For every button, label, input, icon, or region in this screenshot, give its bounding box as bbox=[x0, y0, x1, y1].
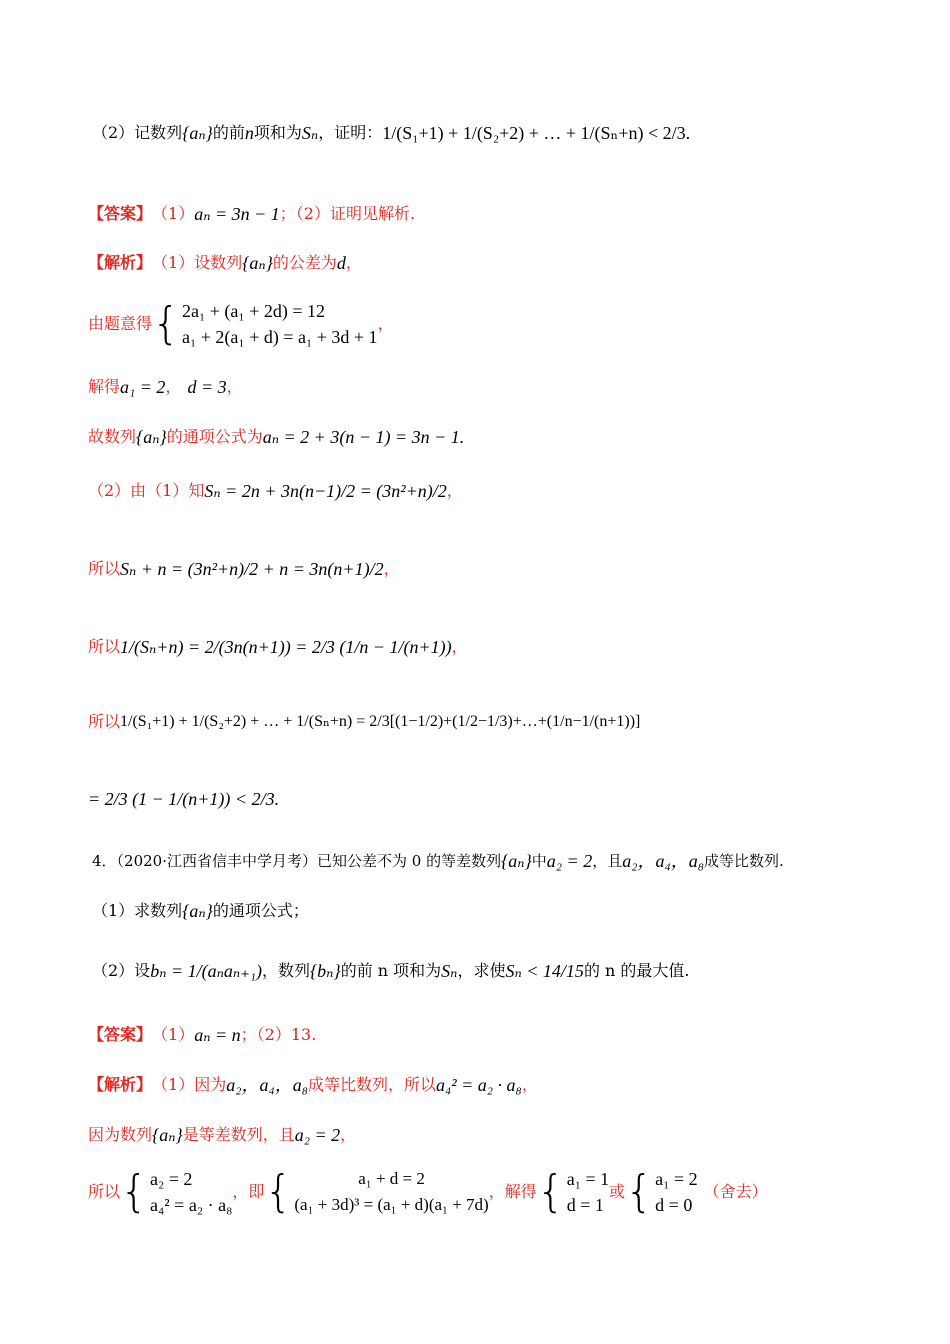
system-d-eq1: a₁ = 2 bbox=[655, 1169, 698, 1189]
answer-4 bbox=[88, 1024, 890, 1047]
system-a-eq2: a₄² = a₂ · a₈ bbox=[150, 1195, 233, 1215]
system-b-eq2: (a₁ + 3d)³ = (a₁ + d)(a₁ + 7d) bbox=[294, 1195, 489, 1214]
soyi-label-2: 所以 bbox=[88, 637, 121, 657]
system-d-eq2: d = 0 bbox=[655, 1195, 693, 1215]
general-seq: {aₙ} bbox=[136, 427, 167, 447]
q4-mid2: ，且 bbox=[592, 851, 623, 870]
q4-p1-tail: 的通项公式； bbox=[212, 901, 309, 921]
solution-comma: ， bbox=[345, 253, 362, 273]
q2-n: n bbox=[244, 123, 254, 143]
q2-label: （2）记数列 bbox=[92, 123, 183, 143]
q4-p1-seq: {aₙ} bbox=[182, 901, 213, 921]
general-tail: 的通项公式为 bbox=[166, 427, 263, 447]
q4-p2-mid2: 的前 n 项和为 bbox=[340, 961, 442, 981]
left-brace-icon: { bbox=[536, 1166, 565, 1217]
final-line bbox=[88, 788, 890, 811]
solution-4-line2: 因为数列 {aₙ} 是等差数列，且 a₂ = 2 ， bbox=[88, 1124, 890, 1147]
solution4-l3b: ，即 bbox=[232, 1181, 265, 1201]
solution4-or: 或 bbox=[609, 1181, 626, 1201]
solved-a1: a₁ = 2 bbox=[120, 377, 166, 397]
soyi-label-3: 所以 bbox=[88, 712, 121, 731]
q4-part2 bbox=[92, 960, 890, 983]
answer-part1: （1） bbox=[152, 204, 195, 224]
sum-line bbox=[88, 712, 890, 733]
system-b-eq1: a₁ + d = 2 bbox=[358, 1169, 425, 1188]
answer4-part2: ；（2）13. bbox=[240, 1025, 317, 1045]
answer-formula: aₙ = 3n − 1 bbox=[194, 204, 280, 224]
reciprocal-line: 所以 1/(Sₙ+n) = 2/(3n(n+1)) = 2/3 (1/n − 1/(n+1)) ， bbox=[88, 636, 890, 659]
solution-4-line1: 【解析】 （1）因为 a₂，a₄，a₈ 成等比数列，所以 a₄² = a₂ · a₈ ， bbox=[88, 1074, 890, 1097]
q4-a2: a₂ = 2 bbox=[546, 851, 593, 871]
part2-label: （2）由（1）知 bbox=[88, 481, 205, 501]
q2-expr: 1/(S₁+1) + 1/(S₂+2) + … + 1/(Sₙ+n) < 2/3. bbox=[382, 123, 691, 143]
q2-seq: {aₙ} bbox=[182, 123, 213, 143]
general-label: 故数列 bbox=[88, 427, 137, 447]
solution4-l1b: 成等比数列，所以 bbox=[307, 1075, 436, 1095]
q2-mid2: 项和为 bbox=[253, 123, 302, 143]
solution4-discard: （舍去） bbox=[703, 1181, 768, 1201]
reciprocal-formula: 1/(Sₙ+n) = 2/(3n(n+1)) = 2/3 (1/n − 1/(n+1)) bbox=[120, 637, 452, 657]
solved-d: d = 3 bbox=[187, 377, 227, 397]
q4-ineq: Sₙ < 14/15 bbox=[505, 961, 584, 981]
solution4-l2eq: a₂ = 2 bbox=[294, 1125, 341, 1145]
solution-tail: 的公差为 bbox=[272, 253, 337, 273]
solved-label: 解得 bbox=[88, 377, 121, 397]
solution4-l3a: 所以 bbox=[88, 1181, 121, 1201]
solution-4-line3 bbox=[88, 1166, 890, 1218]
given-system: 由题意得 { 2a₁ + (a₁ + 2d) = 12 a₁ + 2(a₁ + d) = a₁ + 3d + 1 ， bbox=[88, 298, 394, 349]
general-formula-line bbox=[88, 426, 890, 449]
q4-p2-tail: 的 n 的最大值. bbox=[583, 961, 690, 981]
equation-system bbox=[182, 298, 378, 350]
system-a bbox=[150, 1166, 232, 1218]
q4-stem-text: 4．（2020·江西省信丰中学月考）已知公差不为 0 的等差数列 bbox=[92, 851, 502, 870]
solution4-tag: 【解析】 bbox=[88, 1075, 153, 1095]
final-formula: = 2/3 (1 − 1/(n+1)) < 2/3. bbox=[88, 789, 280, 809]
answer-part2: ；（2）证明见解析. bbox=[279, 204, 416, 224]
solution4-l2a: 因为数列 bbox=[88, 1125, 153, 1145]
left-brace-icon: { bbox=[625, 1166, 654, 1217]
equation-1: 2a₁ + (a₁ + 2d) = 12 bbox=[182, 301, 325, 321]
q4-terms: a₂，a₄，a₈ bbox=[622, 851, 704, 871]
q4-sn: Sₙ bbox=[441, 961, 458, 981]
q4-p2: （2）设 bbox=[92, 961, 151, 981]
q4-tail: 成等比数列. bbox=[704, 851, 784, 870]
solution4-l1a: （1）因为 bbox=[152, 1075, 227, 1095]
left-brace-icon: { bbox=[120, 1166, 149, 1217]
sn-line: （2）由（1）知 Sₙ = 2n + 3n(n−1)/2 = (3n²+n)/2 ， bbox=[88, 480, 890, 503]
q4-stem bbox=[92, 850, 890, 873]
q2-mid: 的前 bbox=[212, 123, 245, 143]
system-c-eq1: a₁ = 1 bbox=[566, 1169, 610, 1189]
solution4-l3c: ，解得 bbox=[488, 1181, 537, 1201]
answer-1 bbox=[88, 203, 890, 226]
given-label: 由题意得 bbox=[88, 313, 153, 333]
general-formula: aₙ = 2 + 3(n − 1) = 3n − 1. bbox=[262, 427, 465, 447]
solution4-terms: a₂，a₄，a₈ bbox=[226, 1075, 308, 1095]
solution4-l1eq: a₄² = a₂ · a₈ bbox=[436, 1075, 522, 1095]
system-b bbox=[294, 1166, 488, 1218]
solution-intro-text: （1）设数列 bbox=[152, 253, 243, 273]
system-a-eq1: a₂ = 2 bbox=[150, 1169, 193, 1189]
q2-statement bbox=[92, 122, 890, 145]
q4-p2-mid: ，数列 bbox=[261, 961, 310, 981]
left-brace-icon: { bbox=[152, 298, 181, 349]
system-c bbox=[567, 1166, 609, 1218]
sn-plus-n-line: 所以 Sₙ + n = (3n²+n)/2 + n = 3n(n+1)/2 ， bbox=[88, 558, 890, 581]
q4-mid: 中 bbox=[531, 851, 547, 870]
answer-tag: 【答案】 bbox=[88, 204, 153, 224]
soyi-label-1: 所以 bbox=[88, 559, 121, 579]
sn-plus-n-formula: Sₙ + n = (3n²+n)/2 + n = 3n(n+1)/2 bbox=[120, 559, 384, 579]
system-d bbox=[655, 1166, 697, 1218]
q4-part1 bbox=[92, 900, 890, 923]
q2-prove: ，证明： bbox=[318, 123, 383, 143]
answer4-formula: aₙ = n bbox=[194, 1025, 241, 1045]
solution4-seq: {aₙ} bbox=[152, 1125, 183, 1145]
q4-bseq: {bₙ} bbox=[309, 961, 341, 981]
q2-Sn: Sₙ bbox=[301, 123, 319, 143]
q4-p1: （1）求数列 bbox=[92, 901, 183, 921]
answer4-tag: 【答案】 bbox=[88, 1025, 153, 1045]
solved-line: 解得 a₁ = 2 ， d = 3 ， bbox=[88, 376, 890, 399]
solution-tag: 【解析】 bbox=[88, 253, 153, 273]
q4-p2-mid3: ，求使 bbox=[457, 961, 506, 981]
sn-formula: Sₙ = 2n + 3n(n−1)/2 = (3n²+n)/2 bbox=[204, 481, 447, 501]
sum-formula: 1/(S₁+1) + 1/(S₂+2) + … + 1/(Sₙ+n) = 2/3[(1−1/2)+(1/2−1/3)+…+(1/n−1/(n+1))] bbox=[120, 713, 641, 730]
solution-d: d bbox=[336, 253, 346, 273]
solution-1-intro bbox=[88, 252, 890, 275]
equation-2: a₁ + 2(a₁ + d) = a₁ + 3d + 1 bbox=[182, 327, 378, 347]
q4-seq: {aₙ} bbox=[501, 851, 532, 871]
left-brace-icon: { bbox=[264, 1166, 293, 1217]
solution-seq: {aₙ} bbox=[242, 253, 273, 273]
q4-bn-def: bₙ = 1/(aₙaₙ₊₁) bbox=[150, 961, 262, 981]
system-c-eq2: d = 1 bbox=[566, 1195, 604, 1215]
answer4-part1: （1） bbox=[152, 1025, 195, 1045]
solution4-l2b: 是等差数列，且 bbox=[182, 1125, 295, 1145]
